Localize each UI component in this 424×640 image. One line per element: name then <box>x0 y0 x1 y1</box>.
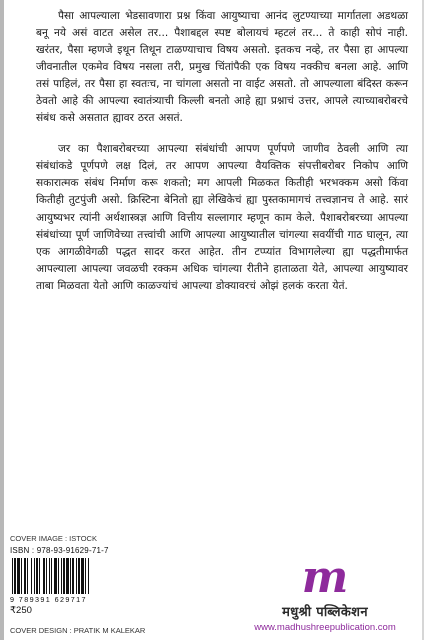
barcode-bar-1 <box>14 558 16 594</box>
publisher-website-link[interactable]: www.madhushreepublication.com <box>254 622 396 633</box>
barcode-bar-14 <box>54 558 57 594</box>
barcode-bar-19 <box>70 558 71 594</box>
price-label: ₹250 <box>10 605 32 616</box>
barcode-bar-17 <box>63 558 65 594</box>
barcode-bar-7 <box>34 558 35 594</box>
barcode-bar-16 <box>61 558 62 594</box>
barcode-bar-9 <box>39 558 40 594</box>
blurb-text <box>36 8 408 295</box>
blurb-paragraph-1: पैसा आपल्याला भेडसावणारा प्रश्न किंवा आयुष्याचा आनंद लुटण्याच्या मार्गातला अडथळा बनू नये असं वाटत असेल तर... पैशाबद्दल स्पष्ट बोलायचं म्हटलं तर... ते काही सोपं नाही. खरंतर, पैसा म्हणजे इथून तिथून टाळण्याचाच विषय असतो. इतकच नव्हे, तर पैसा हा आपल्या जीवनातील एकमेव विषय नसला तरी, प्रमुख चिंतांपैकी एक विषय नक्कीच बनला आहे. आणि तसं पाहिलं, तर पैसा हा स्वतःच, ना चांगला असतो ना वाईट असतो. तो आपल्याला बंदिस्त करून ठेवतो आहे की आपल्या स्वातंत्र्याची किल्ली बनतो आहे ह्या प्रश्नाचं उत्तर, आपले त्याच्याबरोबरचे संबंध कसे असतात ह्यावर ठरत असतं. <box>36 10 408 125</box>
publisher-name: मधुश्री पब्लिकेशन <box>282 605 368 620</box>
barcode-bar-12 <box>49 558 50 594</box>
publisher-logo-letter: m <box>301 556 349 600</box>
barcode-bar-18 <box>66 558 69 594</box>
isbn-block <box>10 546 130 616</box>
barcode-bar-21 <box>76 558 77 594</box>
barcode-bar-8 <box>36 558 38 594</box>
barcode-bar-3 <box>21 558 22 594</box>
barcode-bar-24 <box>85 558 86 594</box>
barcode-bar-10 <box>43 558 45 594</box>
barcode-bar-15 <box>58 558 59 594</box>
barcode-bar-6 <box>31 558 32 594</box>
barcode-bar-2 <box>17 558 20 594</box>
cover-design-credit: COVER DESIGN : PRATIK M KALEKAR <box>10 626 146 635</box>
barcode-bar-25 <box>88 558 89 594</box>
barcode-bar-22 <box>78 558 80 594</box>
barcode-bar-0 <box>12 558 13 594</box>
cover-image-credit: COVER IMAGE : ISTOCK <box>10 534 97 543</box>
barcode-bar-13 <box>51 558 52 594</box>
blurb-paragraph-2: जर का पैशाबरोबरच्या आपल्या संबंधांची आपण पूर्णपणे जाणीव ठेवली आणि त्या संबंधांकडे पूर्णपणे लक्ष दिलं, तर आपण आपल्या वैयक्तिक संपत्तीबरोबर निकोप आणि सकारात्मक संबंध निर्माण करू शकतो; मग आपली मिळकत कितीही भरभक्कम असो किंवा कितीही तुटपुंजी असो. क्रिस्टिना बेनितो ह्या लेखिकेचं ह्या पुस्तकामागचं तत्त्वज्ञानच ते आहे. सारं आयुष्यभर त्यांनी अर्थशास्त्रज्ञ आणि वित्तीय सल्लागार म्हणून काम केले. पैशाबरोबरच्या आपल्या संबंधांच्या पूर्ण जाणिवेच्या तत्त्वांची आणि आपल्या आयुष्यातील चांगल्या सवयींची गाठ घालून, त्या एक आगळीवेगळी पद्धत सादर करत आहेत. तीन टप्प्यांत विभागलेल्या ह्या पद्धतीमार्फत आपल्याला आपल्या जवळची रक्कम अधिक चांगल्या रीतीने हाताळता येते, आपल्या आयुष्यावर ताबा मिळवता येतो आणि काळज्यांचं आपल्या डोक्यावरचं ओझं हलकं करता येतं. <box>36 143 408 292</box>
barcode-bar-11 <box>46 558 47 594</box>
barcode-bar-20 <box>72 558 74 594</box>
publisher-block <box>232 556 418 633</box>
barcode-bar-4 <box>24 558 26 594</box>
barcode-digits: 9 789391 629717 <box>10 595 87 604</box>
publisher-logo-icon <box>298 556 352 600</box>
barcode-bar-23 <box>81 558 84 594</box>
barcode-graphic <box>10 558 122 594</box>
isbn-label: ISBN : 978-93-91629-71-7 <box>10 546 109 555</box>
barcode-bar-5 <box>27 558 28 594</box>
